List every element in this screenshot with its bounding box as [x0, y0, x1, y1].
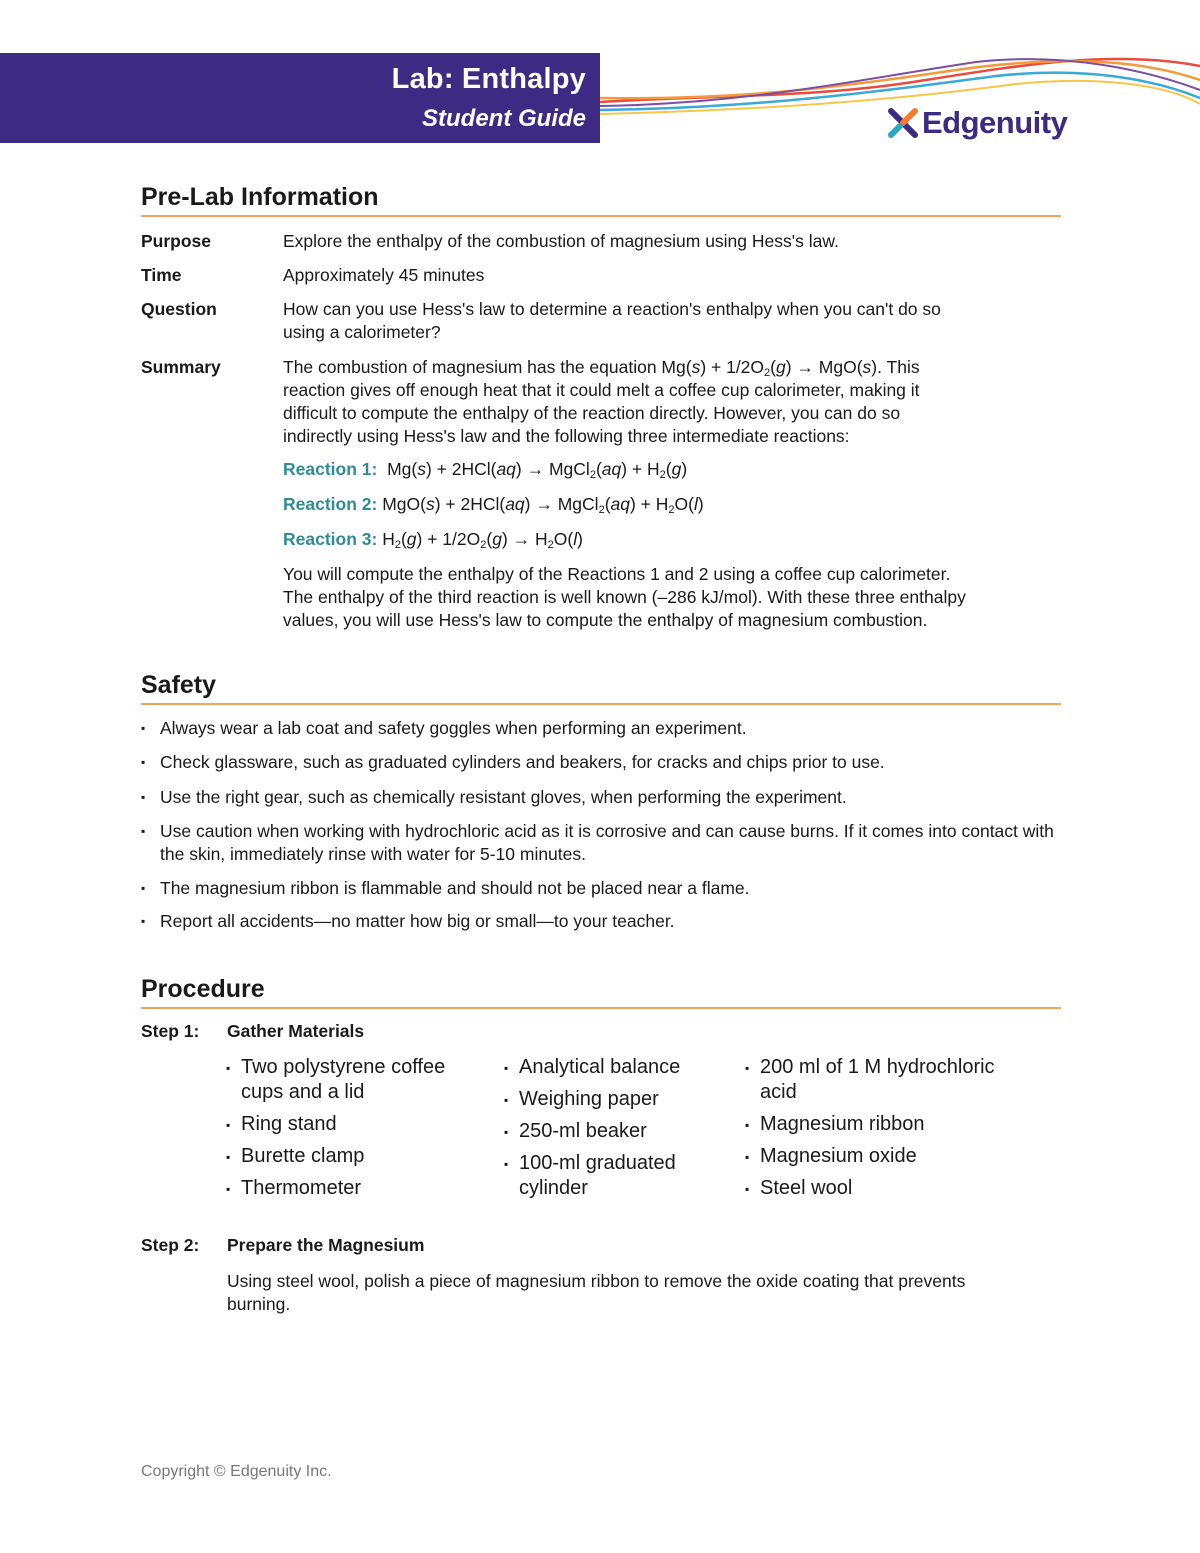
- reaction-1: [283, 458, 687, 481]
- safety-item: ▪ Check glassware, such as graduated cylinders and beakers, for cracks and chips prior to use.: [141, 751, 1061, 774]
- summary-eq-prefix: The combustion of magnesium has the equation: [283, 357, 662, 377]
- summary-line: reaction gives off enough heat that it could melt a coffee cup calorimeter, making it: [283, 380, 920, 400]
- safety-item: ▪ Report all accidents—no matter how big or small—to your teacher.: [141, 910, 1061, 933]
- closing-line: You will compute the enthalpy of the Reactions 1 and 2 using a coffee cup calorimeter.: [283, 564, 951, 584]
- safety-item: ▪ Use the right gear, such as chemically resistant gloves, when performing the experiment.: [141, 786, 1061, 809]
- summary-equation: $Mg(s) + 1/2O_2(g) \to MgO(s)$: [661, 357, 878, 379]
- summary-line: [283, 356, 1063, 379]
- question-label: Question: [141, 299, 217, 319]
- reaction-2: [283, 493, 704, 516]
- step2-title: Prepare the Magnesium: [227, 1235, 425, 1255]
- summary-row: [141, 356, 1061, 448]
- question-line: How can you use Hess's law to determine a reaction's enthalpy when you can't do so: [283, 299, 941, 319]
- lab-title: Lab: Enthalpy: [391, 63, 586, 95]
- material-item: ▪ Magnesium ribbon: [745, 1112, 1035, 1137]
- summary-eq-suffix: . This: [877, 357, 920, 377]
- purpose-label: Purpose: [141, 231, 212, 251]
- summary-text: [283, 356, 1063, 448]
- reaction-equation: $H_2(g) + 1/2O_2(g) \to H_2O(l)$: [382, 529, 583, 551]
- reaction-label: Reaction 1:: [283, 459, 378, 479]
- step2-label: Step 2:: [141, 1235, 200, 1255]
- header-banner: [0, 53, 600, 143]
- step1-title: Gather Materials: [227, 1021, 365, 1041]
- material-item: ▪ Magnesium oxide: [745, 1144, 1035, 1169]
- reaction-label: Reaction 2:: [283, 494, 378, 514]
- safety-item: ▪ Use caution when working with hydrochloric acid as it is corrosive and can cause burns. If it comes into contact with the skin, immediately rinse with water for 5-10 minutes.: [141, 820, 1061, 866]
- closing-line: The enthalpy of the third reaction is well known (–286 kJ/mol). With these three enthalpy: [283, 587, 966, 607]
- question-text: [283, 298, 1063, 344]
- reaction-equation: MgO(s) + 2HCl(aq) → MgCl$_2$(aq) + $H_2O(l)$: [382, 494, 704, 516]
- reactions-closing: [283, 563, 1063, 632]
- reaction-label: Reaction 3:: [283, 529, 378, 549]
- material-item: ▪ Burette clamp: [226, 1144, 476, 1169]
- material-item: ▪ Two polystyrene coffee cups and a lid: [226, 1055, 476, 1105]
- logo-text: Edgenuity: [922, 105, 1068, 140]
- material-item: ▪ 200 ml of 1 M hydrochloric acid: [745, 1055, 1035, 1105]
- step2-text: Using steel wool, polish a piece of magnesium ribbon to remove the oxide coating that prevents burning.: [227, 1271, 966, 1314]
- material-item: ▪ Weighing paper: [504, 1087, 714, 1112]
- summary-line: indirectly using Hess's law and the following three intermediate reactions:: [283, 426, 850, 446]
- materials-column-3: [745, 1055, 1035, 1208]
- material-item: ▪ Analytical balance: [504, 1055, 714, 1080]
- edgenuity-x-icon: [888, 108, 918, 138]
- prelab-heading: Pre-Lab Information: [141, 183, 1061, 217]
- material-item: ▪ Thermometer: [226, 1176, 476, 1201]
- safety-item: ▪ The magnesium ribbon is flammable and should not be placed near a flame.: [141, 877, 1061, 900]
- summary-line: difficult to compute the enthalpy of the reaction directly. However, you can do so: [283, 403, 901, 423]
- materials-column-1: [226, 1055, 476, 1208]
- copyright: Copyright © Edgenuity Inc.: [141, 1463, 332, 1480]
- safety-heading: Safety: [141, 671, 1061, 705]
- safety-item: ▪ Always wear a lab coat and safety goggles when performing an experiment.: [141, 717, 1061, 740]
- time-label: Time: [141, 265, 182, 285]
- reaction-equation: Mg(s) + 2HCl(aq) → MgCl$_2$(aq) + $H_2(g)$: [387, 459, 688, 481]
- material-item: ▪ 100-ml graduated cylinder: [504, 1151, 714, 1201]
- question-line: using a calorimeter?: [283, 322, 441, 342]
- time-text: Approximately 45 minutes: [283, 265, 485, 285]
- lab-subtitle: Student Guide: [422, 105, 586, 132]
- closing-line: values, you will use Hess's law to compute the enthalpy of magnesium combustion.: [283, 610, 928, 630]
- material-item: ▪ 250-ml beaker: [504, 1119, 714, 1144]
- material-item: ▪ Steel wool: [745, 1176, 1035, 1201]
- reaction-3: [283, 528, 583, 551]
- step1-label: Step 1:: [141, 1021, 200, 1041]
- procedure-heading: Procedure: [141, 975, 1061, 1009]
- purpose-text: Explore the enthalpy of the combustion of magnesium using Hess's law.: [283, 231, 839, 251]
- material-item: ▪ Ring stand: [226, 1112, 476, 1137]
- edgenuity-logo: [888, 103, 1067, 143]
- materials-column-2: [504, 1055, 714, 1208]
- summary-label: Summary: [141, 357, 221, 377]
- question-row: [141, 298, 1061, 344]
